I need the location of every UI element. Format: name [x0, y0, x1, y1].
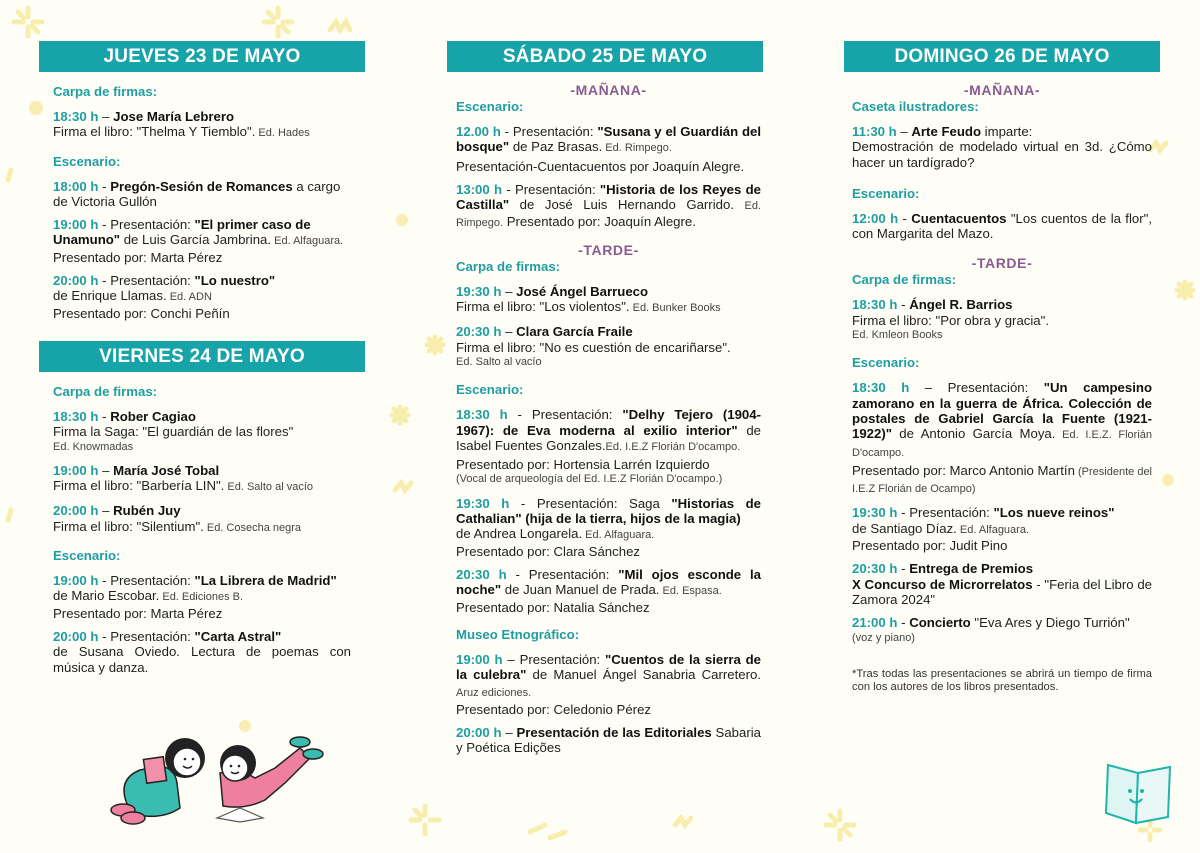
day-header-thursday: JUEVES 23 DE MAYO	[39, 41, 365, 72]
section-label: Escenario:	[53, 548, 121, 564]
event-item: 20:00 h – Presentación de las Editoriales Sabaria y Poética Edições	[456, 725, 761, 756]
event-item: 18:30 h - Ángel R. Barrios Firma el libro: "Por obra y gracia". Ed. Kmleon Books	[852, 297, 1049, 342]
event-item: 18:30 h - Rober Cagiao Firma la Saga: "El guardián de las flores" Ed. Knowmadas	[53, 408, 294, 453]
section-label: Escenario:	[53, 153, 121, 169]
event-item: 18:30 h - Presentación: "Delhy Tejero (1904-1967): de Eva moderna al exilio interior" de Isabel Fuentes Gonzales.Ed. I.E.Z Florián D'ocampo. Presentado por: Hortensia Larrén Izquierdo (Vocal de arqueología del Ed. I.E.Z Florián D'ocampo.)	[456, 407, 761, 486]
period-label-afternoon: -TARDE-	[971, 255, 1033, 272]
section-label: Caseta ilustradores:	[852, 99, 979, 114]
event-item: 21:00 h - Concierto "Eva Ares y Diego Turrión" (voz y piano)	[852, 615, 1130, 644]
event-item: 13:00 h - Presentación: "Historia de los Reyes de Castilla" de José Luis Hernando Garrido. Ed. Rimpego. Presentado por: Joaquín Alegre.	[456, 181, 761, 230]
period-label-morning: -MAÑANA-	[570, 82, 647, 98]
event-item: 19:30 h - Presentación: "Los nueve reinos" de Santiago Díaz. Ed. Alfaguara. Presentado por: Judit Pino	[852, 505, 1115, 554]
event-item: 12:00 h - Cuentacuentos "Los cuentos de la flor", con Margarita del Mazo.	[852, 210, 1152, 242]
period-label-afternoon: -TARDE-	[578, 241, 639, 258]
section-label: Museo Etnográfico:	[456, 626, 580, 642]
section-label: Escenario:	[852, 355, 920, 371]
column-thursday-friday	[39, 41, 365, 683]
column-saturday	[447, 41, 763, 764]
smiling-book-illustration	[1098, 755, 1178, 835]
event-item: 20:30 h – Clara García Fraile Firma el libro: "No es cuestión de encariñarse". Ed. Salto al vacío	[456, 324, 731, 368]
section-label: Carpa de firmas:	[456, 258, 561, 274]
event-item: 19:00 h – Presentación: "Cuentos de la sierra de la culebra" de Manuel Ángel Sanabria Carretero. Aruz ediciones. Presentado por: Celedonio Pérez	[456, 651, 762, 717]
section-label: Carpa de firmas:	[53, 84, 158, 99]
event-item: 20:00 h - Presentación: "Lo nuestro" de Enrique Llamas. Ed. ADN Presentado por: Conchi Peñín	[53, 273, 276, 321]
event-item: 20:00 h – Rubén Juy Firma el libro: "Silentium". Ed. Cosecha negra	[53, 503, 302, 534]
event-item: 19:00 h – María José Tobal Firma el libro: "Barbería LIN". Ed. Salto al vacío	[53, 462, 313, 494]
event-item: 20:30 h - Entrega de Premios X Concurso de Microrrelatos - "Feria del Libro de Zamora 2024"	[852, 561, 1152, 607]
two-children-reading-illustration	[105, 728, 325, 828]
section-label: Escenario:	[456, 99, 524, 114]
event-item: 19:30 h - Presentación: Saga "Historias de Cathalian" (hija de la tierra, hijos de la magia) de Andrea Longarela. Ed. Alfaguara. Presentado por: Clara Sánchez	[456, 495, 761, 559]
day-header-saturday: SÁBADO 25 DE MAYO	[447, 41, 763, 72]
event-item: 19:30 h – José Ángel Barrueco Firma el libro: "Los violentos". Ed. Bunker Books	[456, 283, 721, 315]
event-item: 18:30 h – Jose María Lebrero Firma el libro: "Thelma Y Tiemblo". Ed. Hades	[53, 109, 310, 140]
event-item: 18:00 h - Pregón-Sesión de Romances a cargo de Victoria Gullón	[53, 178, 341, 209]
section-label: Carpa de firmas:	[53, 383, 158, 399]
footnote: *Tras todas las presentaciones se abrirá un tiempo de firma con los autores de los libros presentados.	[852, 667, 1152, 693]
day-header-friday: VIERNES 24 DE MAYO	[39, 341, 365, 372]
section-label: Escenario:	[852, 185, 920, 201]
column-sunday	[844, 41, 1160, 694]
event-item: 19:00 h - Presentación: "La Librera de Madrid" de Mario Escobar. Ed. Ediciones B. Presentado por: Marta Pérez	[53, 573, 337, 621]
period-label-morning: -MAÑANA-	[963, 82, 1041, 98]
event-item: 20:30 h - Presentación: "Mil ojos esconde la noche" de Juan Manuel de Prada. Ed. Espasa. Presentado por: Natalia Sánchez	[456, 566, 761, 615]
section-label: Escenario:	[456, 382, 524, 398]
event-item: 19:00 h - Presentación: "El primer caso de Unamuno" de Luis García Jambrina. Ed. Alfaguara. Presentado por: Marta Pérez	[53, 217, 344, 265]
section-label: Carpa de firmas:	[852, 272, 957, 288]
event-item: 11:30 h – Arte Feudo imparte: Demostración de modelado virtual en 3d. ¿Cómo hacer un tardígrado?	[852, 124, 1152, 170]
event-item: 18:30 h – Presentación: "Un campesino zamorano en la guerra de África. Colección de postales de Gabriel García la Fuente (1921-1922)" de Antonio García Moya. Ed. I.E.Z. Florián D'ocampo. Presentado por: Marco Antonio Martín (Presidente del I.E.Z Florián de Ocampo)	[852, 380, 1153, 496]
event-item: 20:00 h - Presentación: "Carta Astral" de Susana Oviedo. Lectura de poemas con música y danza.	[53, 628, 351, 675]
day-header-sunday: DOMINGO 26 DE MAYO	[844, 41, 1160, 72]
event-item: 12.00 h - Presentación: "Susana y el Guardián del bosque" de Paz Brasas. Ed. Rimpego. Presentación-Cuentacuentos por Joaquín Alegre.	[456, 124, 761, 174]
